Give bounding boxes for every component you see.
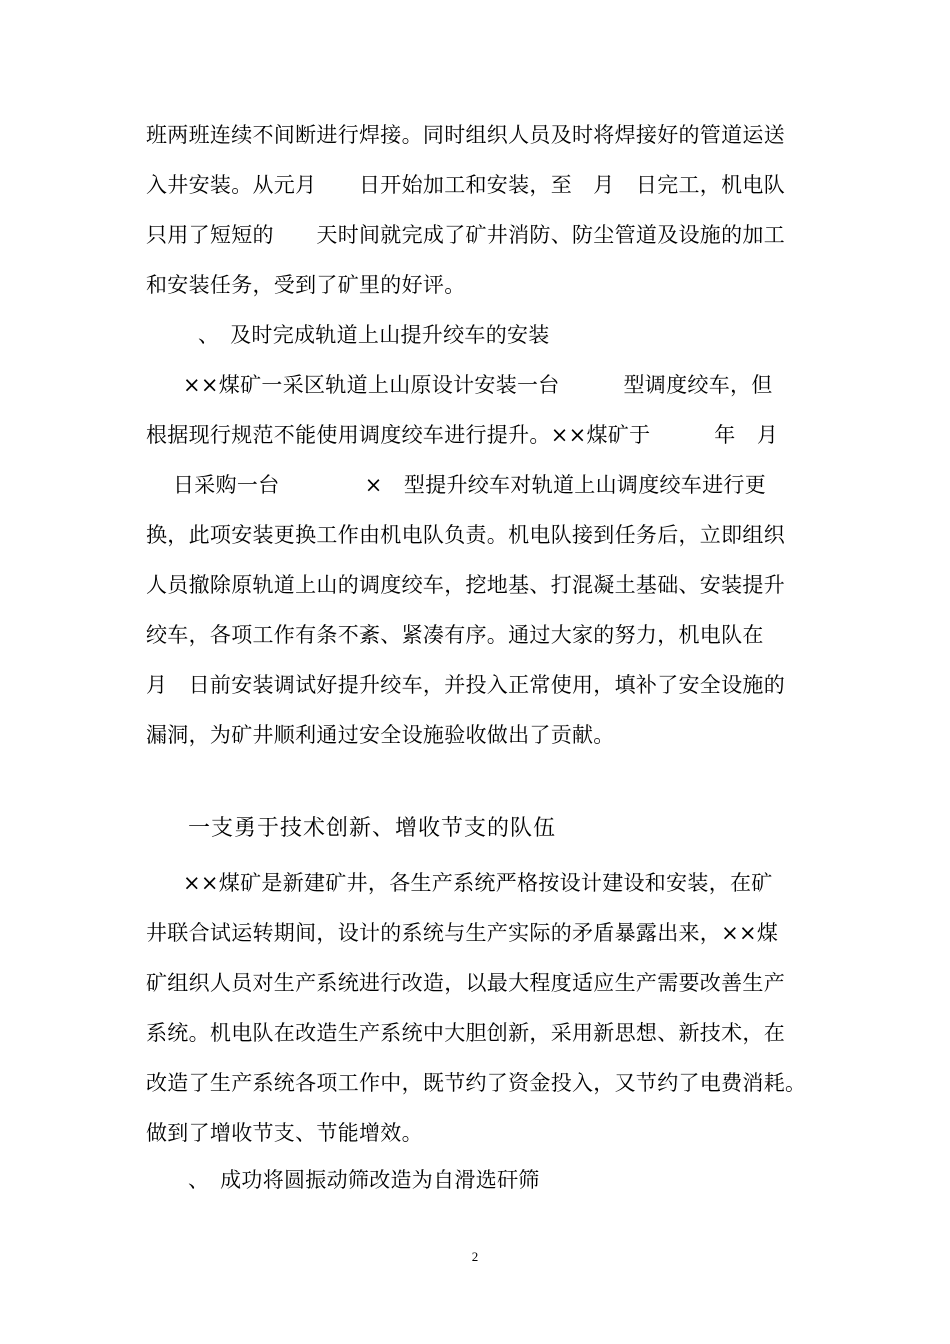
text-line: 班两班连续不间断进行焊接。同时组织人员及时将焊接好的管道运送 [146,123,785,147]
text-line: 绞车，各项工作有条不紊、紧凑有序。通过大家的努力，机电队在 [146,623,764,647]
text-line: ××煤矿是新建矿井，各生产系统严格按设计建设和安装，在矿 [183,871,773,895]
page-number: 2 [471,1249,479,1264]
text-line: 只用了短短的 天时间就完成了矿井消防、防尘管道及设施的加工 [146,223,785,247]
text-line: 系统。机电队在改造生产系统中大胆创新，采用新思想、新技术，在 [146,1021,785,1045]
subheading-line: 、 及时完成轨道上山提升绞车的安装 [198,323,550,347]
text-line: 根据现行规范不能使用调度绞车进行提升。××煤矿于 年 月 [146,423,779,447]
text-line: 改造了生产系统各项工作中，既节约了资金投入，又节约了电费消耗。 [146,1071,807,1095]
text-line: 换，此项安装更换工作由机电队负责。机电队接到任务后，立即组织 [146,523,785,547]
text-line: 人员撤除原轨道上山的调度绞车，挖地基、打混凝土基础、安装提升 [146,573,785,597]
text-line: 漏洞，为矿井顺利通过安全设施验收做出了贡献。 [146,723,615,747]
text-line: 矿组织人员对生产系统进行改造，以最大程度适应生产需要改善生产 [146,971,785,995]
section-heading: 一支勇于技术创新、增收节支的队伍 [188,816,557,841]
text-line: 日采购一台 × 型提升绞车对轨道上山调度绞车进行更 [173,473,766,497]
text-line: 月 日前安装调试好提升绞车，并投入正常使用，填补了安全设施的 [146,673,785,697]
text-line: 井联合试运转期间，设计的系统与生产实际的矛盾暴露出来，××煤 [146,921,779,945]
text-line: ××煤矿一采区轨道上山原设计安装一台 型调度绞车，但 [183,373,773,397]
text-line: 入井安装。从元月 日开始加工和安装，至 月 日完工，机电队 [146,173,785,197]
text-line: 和安装任务，受到了矿里的好评。 [146,273,466,297]
text-line: 做到了增收节支、节能增效。 [146,1121,423,1145]
subheading-line: 、 成功将圆振动筛改造为自滑选矸筛 [188,1168,540,1192]
